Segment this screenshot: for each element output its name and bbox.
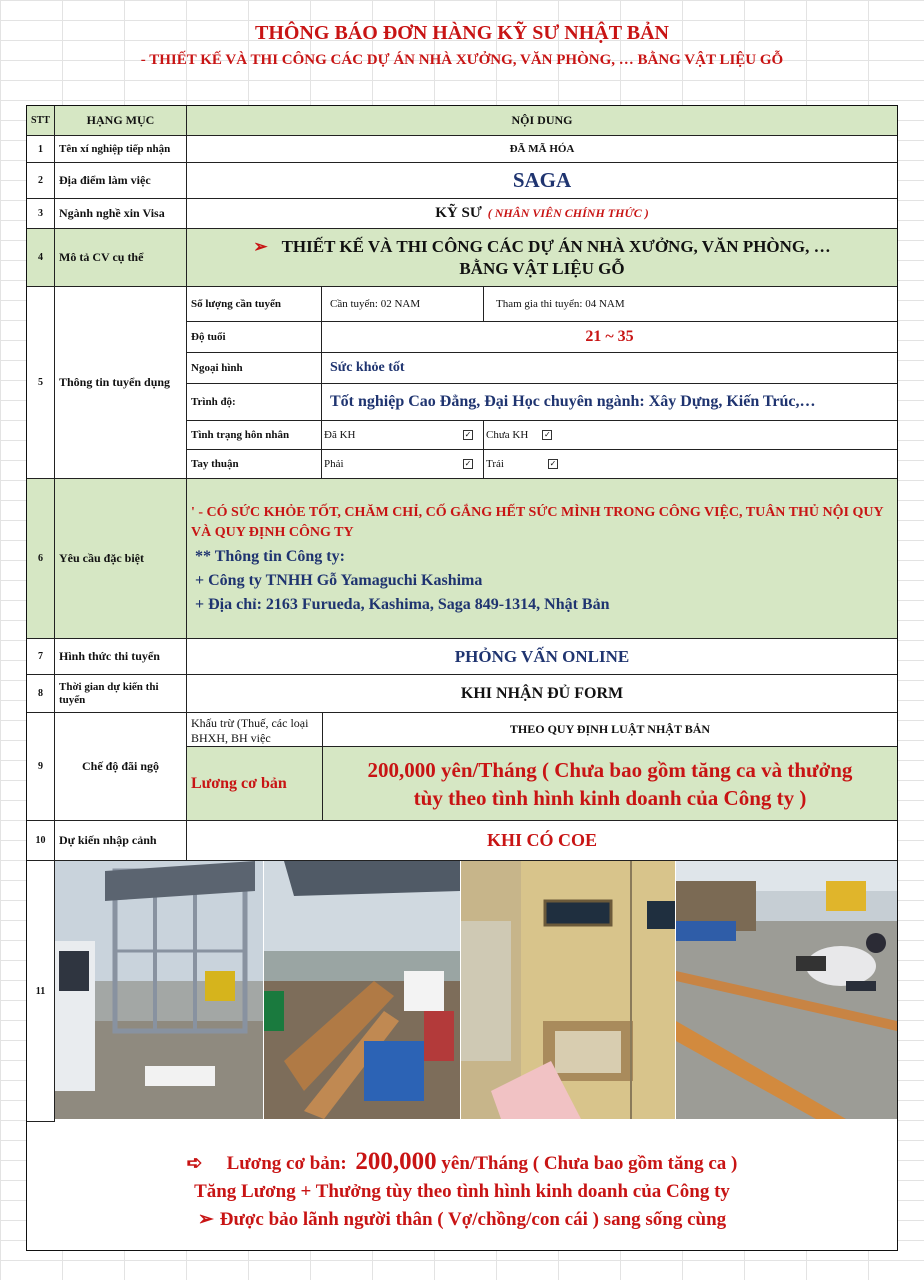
right-hand-option bbox=[322, 450, 484, 479]
left-hand-checkbox[interactable]: ✓ bbox=[549, 459, 557, 468]
row-2-stt: 2 bbox=[27, 163, 55, 199]
row-9-stt: 9 bbox=[27, 713, 55, 821]
arrow-bullet-icon: ➢ bbox=[253, 236, 268, 256]
col-header-content: NỘI DUNG bbox=[187, 106, 897, 136]
company-address: + Địa chỉ: 2163 Furueda, Kashima, Saga 849-1314, Nhật Bản bbox=[195, 596, 610, 613]
row-7-stt: 7 bbox=[27, 639, 55, 675]
row-4-stt: 4 bbox=[27, 229, 55, 287]
col-header-stt: STT bbox=[27, 106, 55, 136]
hand-arrow-icon: ➪ bbox=[186, 1153, 203, 1174]
page-title: THÔNG BÁO ĐƠN HÀNG KỸ SƯ NHẬT BẢN bbox=[255, 22, 669, 44]
row-11-stt: 11 bbox=[27, 861, 55, 1122]
summary-family-line: ➢ Được bảo lãnh người thân ( Vợ/chồng/con cái ) sang sống cùng bbox=[197, 1209, 727, 1230]
construction-photo-4 bbox=[676, 861, 897, 1119]
left-hand-option bbox=[484, 450, 897, 479]
row-10-stt: 10 bbox=[27, 821, 55, 861]
single-checkbox[interactable]: ✓ bbox=[543, 430, 551, 439]
exam-time-value: KHI NHẬN ĐỦ FORM bbox=[187, 675, 897, 713]
row-5-label: Thông tin tuyển dụng bbox=[55, 287, 187, 479]
construction-photo-1 bbox=[55, 861, 263, 1119]
special-requirements-cell bbox=[187, 479, 897, 639]
special-requirements-text: ' - CÓ SỨC KHỎE TỐT, CHĂM CHỈ, CỐ GẮNG HẾT SỨC MÌNH TRONG CÔNG VIỆC, TUÂN THỦ NỘI QUY VÀ QUY ĐỊNH CÔNG TY bbox=[191, 505, 884, 540]
education-value: Tốt nghiệp Cao Đẳng, Đại Học chuyên ngành: Xây Dựng, Kiến Trúc,… bbox=[322, 384, 897, 421]
job-description-line1: ➢ THIẾT KẾ VÀ THI CÔNG CÁC DỰ ÁN NHÀ XƯỞNG, VĂN PHÒNG, … bbox=[253, 236, 831, 256]
row-3-stt: 3 bbox=[27, 199, 55, 229]
single-option bbox=[484, 421, 897, 450]
married-text: Đã KH bbox=[324, 429, 356, 441]
row-5-stt: 5 bbox=[27, 287, 55, 479]
handedness-label: Tay thuận bbox=[187, 450, 322, 479]
company-info-title: ** Thông tin Công ty: bbox=[195, 548, 345, 565]
page-subtitle: - THIẾT KẾ VÀ THI CÔNG CÁC DỰ ÁN NHÀ XƯỞNG, VĂN PHÒNG, … BẰNG VẬT LIỆU GỖ bbox=[140, 52, 784, 68]
summary-salary-amount: 200,000 bbox=[355, 1148, 437, 1175]
row-3-label: Ngành nghề xin Visa bbox=[55, 199, 187, 229]
left-hand-text: Trái bbox=[486, 458, 504, 470]
work-location-value: SAGA bbox=[187, 163, 897, 199]
visa-type-note: ( NHÂN VIÊN CHÍNH THỨC ) bbox=[487, 206, 649, 220]
construction-photo-3 bbox=[461, 861, 675, 1119]
married-option bbox=[322, 421, 484, 450]
summary-raise-line: Tăng Lương + Thưởng tùy theo tình hình kinh doanh của Công ty bbox=[194, 1181, 730, 1202]
row-1-stt: 1 bbox=[27, 136, 55, 163]
job-description-line2: BẰNG VẬT LIỆU GỖ bbox=[459, 258, 625, 278]
row-8-label: Thời gian dự kiến thi tuyển bbox=[55, 675, 187, 713]
deduction-label: Khấu trừ (Thuế, các loại BHXH, BH việc bbox=[187, 713, 323, 747]
base-salary-line2: tùy theo tình hình kinh doanh của Công ty ) bbox=[413, 785, 807, 810]
single-text: Chưa KH bbox=[486, 429, 529, 441]
interview-format-value: PHỎNG VẤN ONLINE bbox=[187, 639, 897, 675]
appearance-value: Sức khỏe tốt bbox=[322, 353, 897, 384]
construction-photo-2 bbox=[264, 861, 460, 1119]
quantity-label: Số lượng cần tuyển bbox=[187, 287, 322, 322]
col-header-item: HẠNG MỤC bbox=[55, 106, 187, 136]
row-6-label: Yêu cầu đặc biệt bbox=[55, 479, 187, 639]
age-value: 21 ~ 35 bbox=[322, 322, 897, 353]
summary-box bbox=[27, 1122, 897, 1250]
job-order-table bbox=[26, 105, 898, 1251]
row-7-label: Hình thức thi tuyển bbox=[55, 639, 187, 675]
appearance-label: Ngoại hình bbox=[187, 353, 322, 384]
right-hand-checkbox[interactable]: ✓ bbox=[464, 459, 472, 468]
summary-salary-line: ➪ Lương cơ bản: 200,000 yên/Tháng ( Chưa bao gồm tăng ca ) bbox=[186, 1148, 738, 1175]
age-label: Độ tuổi bbox=[187, 322, 322, 353]
job-description-cell bbox=[187, 229, 897, 287]
row-10-label: Dự kiến nhập cảnh bbox=[55, 821, 187, 861]
quantity-candidates: Tham gia thi tuyển: 04 NAM bbox=[484, 287, 897, 322]
company-name-value: ĐÃ MÃ HÓA bbox=[187, 136, 897, 163]
row-4-label: Mô tả CV cụ thể bbox=[55, 229, 187, 287]
row-9-label: Chế độ đãi ngộ bbox=[55, 713, 187, 821]
arrow-bullet-icon: ➢ bbox=[197, 1209, 214, 1230]
base-salary-cell bbox=[323, 747, 897, 821]
education-label: Trình độ: bbox=[187, 384, 322, 421]
base-salary-line1: 200,000 yên/Tháng ( Chưa bao gồm tăng ca và thưởng bbox=[367, 757, 853, 782]
company-name: + Công ty TNHH Gỗ Yamaguchi Kashima bbox=[195, 572, 483, 589]
base-salary-label: Lương cơ bản bbox=[187, 747, 323, 821]
visa-type-value: KỸ SƯ bbox=[435, 205, 482, 221]
quantity-needed: Cần tuyển: 02 NAM bbox=[322, 287, 484, 322]
right-hand-text: Phải bbox=[324, 458, 344, 470]
deduction-value: THEO QUY ĐỊNH LUẬT NHẬT BẢN bbox=[323, 713, 897, 747]
row-8-stt: 8 bbox=[27, 675, 55, 713]
married-checkbox[interactable]: ✓ bbox=[464, 430, 472, 439]
marital-label: Tình trạng hôn nhân bbox=[187, 421, 322, 450]
row-6-stt: 6 bbox=[27, 479, 55, 639]
entry-date-value: KHI CÓ COE bbox=[187, 821, 897, 861]
row-1-label: Tên xí nghiệp tiếp nhận bbox=[55, 136, 187, 163]
row-2-label: Địa điểm làm việc bbox=[55, 163, 187, 199]
visa-type-cell bbox=[187, 199, 897, 229]
